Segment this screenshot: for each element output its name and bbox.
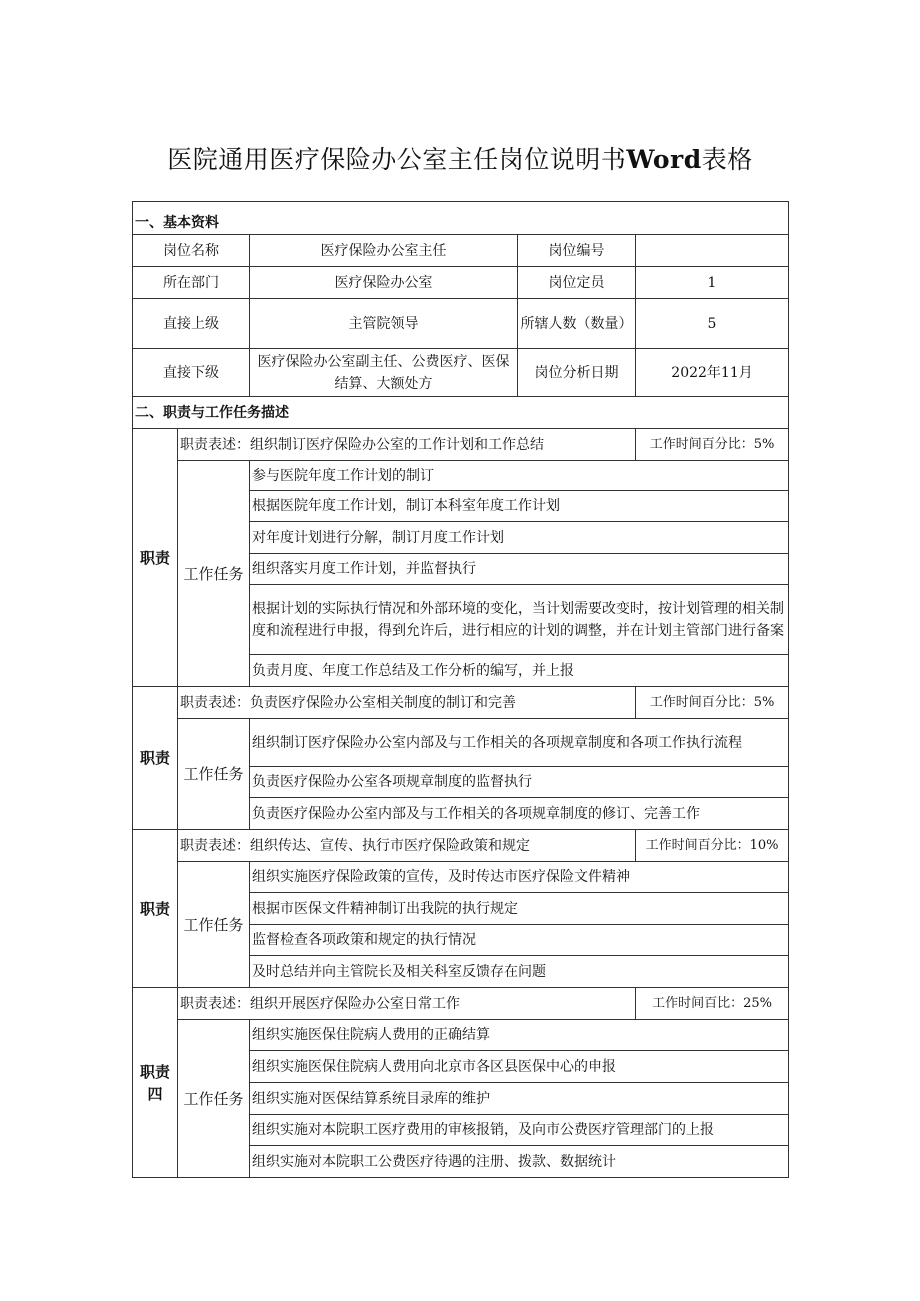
- task-item: 及时总结并向主管院长及相关科室反馈存在问题: [250, 956, 789, 988]
- task-item: 监督检查各项政策和规定的执行情况: [250, 925, 789, 956]
- value-subordinate-count: 5: [636, 299, 789, 349]
- task-item: 负责月度、年度工作总结及工作分析的编写，并上报: [250, 655, 789, 687]
- title-word: Word: [626, 145, 702, 174]
- label-subordinates: 直接下级: [133, 349, 250, 397]
- page-title: [0, 140, 920, 176]
- title-main: 医院通用医疗保险办公室主任岗位说明书: [167, 145, 627, 174]
- task-item: 负责医疗保险办公室各项规章制度的监督执行: [250, 767, 789, 798]
- duty-description: 职责表述：组织制订医疗保险办公室的工作计划和工作总结: [178, 429, 636, 461]
- task-item: 组织实施医保住院病人费用向北京市各区县医保中心的申报: [250, 1051, 789, 1083]
- task-item: 负责医疗保险办公室内部及与工作相关的各项规章制度的修订、完善工作: [250, 798, 789, 830]
- section-duties: 二、职责与工作任务描述: [133, 397, 789, 429]
- value-job-code: [636, 235, 789, 267]
- task-label: 工作任务: [178, 862, 250, 988]
- value-department: 医疗保险办公室: [250, 267, 518, 299]
- task-item: 组织实施对本院职工医疗费用的审核报销，及向市公费医疗管理部门的上报: [250, 1115, 789, 1146]
- task-item: 根据医院年度工作计划，制订本科室年度工作计划: [250, 491, 789, 522]
- duty-label: 职责四: [133, 988, 178, 1178]
- duty-label: 职责: [133, 429, 178, 687]
- label-subordinate-count: 所辖人数（数量）: [518, 299, 636, 349]
- task-label: 工作任务: [178, 719, 250, 830]
- task-label: 工作任务: [178, 461, 250, 687]
- duty-label: 职责: [133, 687, 178, 830]
- label-analysis-date: 岗位分析日期: [518, 349, 636, 397]
- value-superior: 主管院领导: [250, 299, 518, 349]
- duty-time-percent: 工作时间百分比：10%: [636, 830, 789, 862]
- task-item: 根据计划的实际执行情况和外部环境的变化，当计划需要改变时，按计划管理的相关制度和流程进行申报，得到允许后，进行相应的计划的调整，并在计划主管部门进行备案: [250, 585, 789, 655]
- task-item: 对年度计划进行分解，制订月度工作计划: [250, 522, 789, 554]
- task-item: 组织实施对本院职工公费医疗待遇的注册、拨款、数据统计: [250, 1146, 789, 1178]
- task-item: 组织实施医保住院病人费用的正确结算: [250, 1020, 789, 1051]
- value-analysis-date: 2022年11月: [636, 349, 789, 397]
- label-job-title: 岗位名称: [133, 235, 250, 267]
- task-item: 根据市医保文件精神制订出我院的执行规定: [250, 893, 789, 925]
- value-subordinates: 医疗保险办公室副主任、公费医疗、医保结算、大额处方: [250, 349, 518, 397]
- duty-description: 职责表述：负责医疗保险办公室相关制度的制订和完善: [178, 687, 636, 719]
- duty-description: 职责表述：组织开展医疗保险办公室日常工作: [178, 988, 636, 1020]
- task-item: 组织实施医疗保险政策的宣传，及时传达市医疗保险文件精神: [250, 862, 789, 893]
- duty-label: 职责: [133, 830, 178, 988]
- duty-time-percent: 工作时间百分比：5%: [636, 687, 789, 719]
- duty-description: 职责表述：组织传达、宣传、执行市医疗保险政策和规定: [178, 830, 636, 862]
- task-label: 工作任务: [178, 1020, 250, 1178]
- task-item: 组织落实月度工作计划，并监督执行: [250, 554, 789, 585]
- duty-time-percent: 工作时间百分比：5%: [636, 429, 789, 461]
- label-superior: 直接上级: [133, 299, 250, 349]
- task-item: 组织实施对医保结算系统目录库的维护: [250, 1083, 789, 1115]
- job-description-table: [132, 201, 789, 1178]
- label-headcount: 岗位定员: [518, 267, 636, 299]
- task-item: 参与医院年度工作计划的制订: [250, 461, 789, 491]
- value-headcount: 1: [636, 267, 789, 299]
- value-job-title: 医疗保险办公室主任: [250, 235, 518, 267]
- section-basic-info: 一、基本资料: [133, 202, 789, 235]
- label-department: 所在部门: [133, 267, 250, 299]
- label-job-code: 岗位编号: [518, 235, 636, 267]
- duty-time-percent: 工作时间百比：25%: [636, 988, 789, 1020]
- title-tail: 表格: [701, 145, 753, 174]
- task-item: 组织制订医疗保险办公室内部及与工作相关的各项规章制度和各项工作执行流程: [250, 719, 789, 767]
